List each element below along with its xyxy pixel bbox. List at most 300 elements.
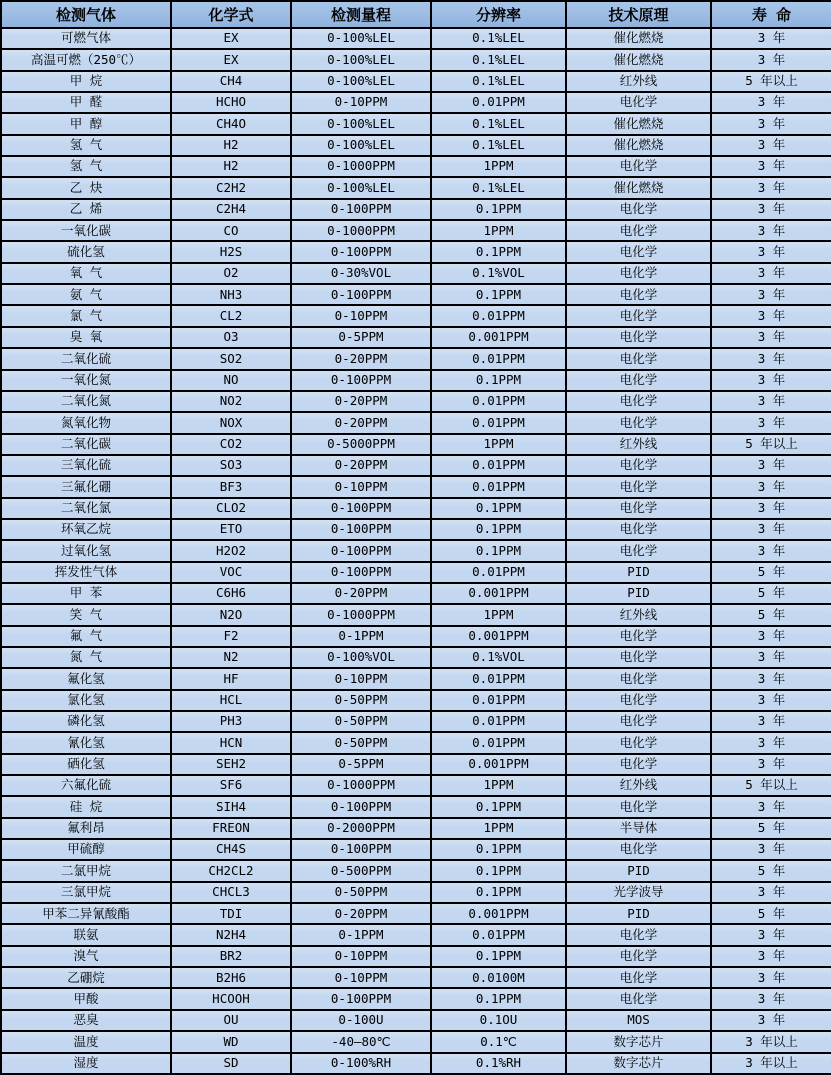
table-row xyxy=(1,348,831,369)
cell-lifespan: 3 年 xyxy=(711,988,831,1009)
cell-lifespan: 3 年 xyxy=(711,263,831,284)
cell-gas-name: 氟 气 xyxy=(1,626,171,647)
cell-gas-name: 环氧乙烷 xyxy=(1,519,171,540)
cell-gas-name: 三氧化硫 xyxy=(1,455,171,476)
cell-principle: 电化学 xyxy=(566,711,711,732)
table-row xyxy=(1,604,831,625)
cell-formula: CHCL3 xyxy=(171,882,291,903)
cell-lifespan: 3 年以上 xyxy=(711,1053,831,1075)
table-row xyxy=(1,903,831,924)
table-header xyxy=(1,1,831,28)
table-row xyxy=(1,1010,831,1031)
table-row xyxy=(1,327,831,348)
cell-formula: HCL xyxy=(171,690,291,711)
cell-principle: 电化学 xyxy=(566,476,711,497)
cell-formula: SEH2 xyxy=(171,754,291,775)
cell-range: 0-10PPM xyxy=(291,668,431,689)
cell-gas-name: 甲 醇 xyxy=(1,113,171,134)
table-row xyxy=(1,626,831,647)
cell-principle: 半导体 xyxy=(566,818,711,839)
cell-formula: H2S xyxy=(171,241,291,262)
cell-range: 0-100PPM xyxy=(291,796,431,817)
column-header-formula: 化学式 xyxy=(171,1,291,28)
cell-gas-name: 乙 炔 xyxy=(1,177,171,198)
cell-formula: WD xyxy=(171,1031,291,1052)
cell-lifespan: 3 年 xyxy=(711,455,831,476)
table-body xyxy=(1,28,831,1074)
cell-lifespan: 3 年 xyxy=(711,28,831,49)
cell-lifespan: 5 年 xyxy=(711,860,831,881)
cell-range: 0-20PPM xyxy=(291,583,431,604)
cell-range: 0-30%VOL xyxy=(291,263,431,284)
cell-principle: MOS xyxy=(566,1010,711,1031)
cell-principle: 电化学 xyxy=(566,626,711,647)
cell-lifespan: 3 年 xyxy=(711,412,831,433)
cell-principle: 电化学 xyxy=(566,668,711,689)
cell-range: 0-100PPM xyxy=(291,199,431,220)
table-row xyxy=(1,754,831,775)
table-row xyxy=(1,647,831,668)
cell-resolution: 0.01PPM xyxy=(431,476,566,497)
cell-range: 0-100%LEL xyxy=(291,49,431,70)
cell-resolution: 0.1%VOL xyxy=(431,647,566,668)
table-row xyxy=(1,796,831,817)
cell-formula: O2 xyxy=(171,263,291,284)
cell-gas-name: 氮氧化物 xyxy=(1,412,171,433)
cell-resolution: 0.01PPM xyxy=(431,924,566,945)
table-row xyxy=(1,882,831,903)
cell-lifespan: 3 年 xyxy=(711,199,831,220)
table-row xyxy=(1,839,831,860)
cell-resolution: 0.001PPM xyxy=(431,583,566,604)
cell-formula: N2O xyxy=(171,604,291,625)
cell-formula: C2H4 xyxy=(171,199,291,220)
table-row xyxy=(1,668,831,689)
cell-resolution: 0.1PPM xyxy=(431,498,566,519)
cell-formula: HCN xyxy=(171,732,291,753)
table-row xyxy=(1,135,831,156)
cell-gas-name: 甲 烷 xyxy=(1,71,171,92)
table-row xyxy=(1,241,831,262)
cell-resolution: 1PPM xyxy=(431,818,566,839)
cell-formula: PH3 xyxy=(171,711,291,732)
cell-lifespan: 3 年 xyxy=(711,498,831,519)
table-row xyxy=(1,924,831,945)
cell-lifespan: 3 年 xyxy=(711,177,831,198)
cell-principle: 红外线 xyxy=(566,71,711,92)
cell-range: 0-100%LEL xyxy=(291,71,431,92)
cell-gas-name: 氰化氢 xyxy=(1,732,171,753)
cell-range: 0-100%VOL xyxy=(291,647,431,668)
cell-gas-name: 氟化氢 xyxy=(1,668,171,689)
cell-lifespan: 3 年 xyxy=(711,732,831,753)
cell-resolution: 0.1PPM xyxy=(431,946,566,967)
cell-range: 0-1PPM xyxy=(291,924,431,945)
cell-lifespan: 3 年 xyxy=(711,135,831,156)
cell-range: 0-100%LEL xyxy=(291,113,431,134)
cell-formula: FREON xyxy=(171,818,291,839)
cell-resolution: 0.01PPM xyxy=(431,690,566,711)
cell-range: 0-20PPM xyxy=(291,412,431,433)
cell-range: 0-1000PPM xyxy=(291,604,431,625)
cell-gas-name: 乙硼烷 xyxy=(1,967,171,988)
cell-lifespan: 3 年 xyxy=(711,370,831,391)
cell-principle: 催化燃烧 xyxy=(566,177,711,198)
table-row xyxy=(1,690,831,711)
cell-principle: 电化学 xyxy=(566,305,711,326)
cell-resolution: 0.1%LEL xyxy=(431,113,566,134)
table-row xyxy=(1,199,831,220)
cell-formula: BR2 xyxy=(171,946,291,967)
cell-formula: H2 xyxy=(171,135,291,156)
cell-range: 0-10PPM xyxy=(291,967,431,988)
table-row xyxy=(1,860,831,881)
cell-range: 0-100%RH xyxy=(291,1053,431,1075)
cell-formula: TDI xyxy=(171,903,291,924)
cell-resolution: 0.1PPM xyxy=(431,540,566,561)
cell-gas-name: 甲苯二异氰酸酯 xyxy=(1,903,171,924)
table-row xyxy=(1,583,831,604)
cell-lifespan: 3 年 xyxy=(711,967,831,988)
column-header-lifespan: 寿 命 xyxy=(711,1,831,28)
cell-gas-name: 一氧化碳 xyxy=(1,220,171,241)
cell-resolution: 1PPM xyxy=(431,775,566,796)
cell-formula: VOC xyxy=(171,562,291,583)
cell-range: 0-20PPM xyxy=(291,391,431,412)
cell-resolution: 0.01PPM xyxy=(431,348,566,369)
cell-gas-name: 硅 烷 xyxy=(1,796,171,817)
cell-principle: 电化学 xyxy=(566,519,711,540)
cell-gas-name: 二氧化氮 xyxy=(1,391,171,412)
cell-resolution: 0.01PPM xyxy=(431,455,566,476)
cell-resolution: 0.1PPM xyxy=(431,370,566,391)
cell-lifespan: 3 年 xyxy=(711,391,831,412)
table-row xyxy=(1,370,831,391)
table-row xyxy=(1,305,831,326)
cell-range: 0-5PPM xyxy=(291,327,431,348)
cell-lifespan: 3 年 xyxy=(711,839,831,860)
cell-formula: CO2 xyxy=(171,434,291,455)
cell-principle: 电化学 xyxy=(566,92,711,113)
cell-lifespan: 3 年 xyxy=(711,796,831,817)
cell-lifespan: 5 年以上 xyxy=(711,71,831,92)
table-row xyxy=(1,156,831,177)
cell-gas-name: 氢 气 xyxy=(1,135,171,156)
cell-lifespan: 5 年 xyxy=(711,583,831,604)
cell-principle: 电化学 xyxy=(566,690,711,711)
cell-resolution: 0.1PPM xyxy=(431,199,566,220)
cell-principle: 数字芯片 xyxy=(566,1053,711,1075)
cell-formula: OU xyxy=(171,1010,291,1031)
cell-gas-name: 甲 苯 xyxy=(1,583,171,604)
cell-gas-name: 笑 气 xyxy=(1,604,171,625)
cell-lifespan: 3 年 xyxy=(711,647,831,668)
cell-resolution: 0.1%LEL xyxy=(431,28,566,49)
cell-lifespan: 3 年 xyxy=(711,220,831,241)
cell-resolution: 0.1PPM xyxy=(431,284,566,305)
cell-formula: C6H6 xyxy=(171,583,291,604)
cell-resolution: 0.1PPM xyxy=(431,241,566,262)
table-row xyxy=(1,711,831,732)
cell-formula: CH4S xyxy=(171,839,291,860)
cell-range: 0-100%LEL xyxy=(291,28,431,49)
cell-gas-name: 高温可燃（250℃） xyxy=(1,49,171,70)
cell-gas-name: 二氧化碳 xyxy=(1,434,171,455)
cell-range: 0-50PPM xyxy=(291,882,431,903)
cell-lifespan: 3 年 xyxy=(711,1010,831,1031)
cell-resolution: 0.01PPM xyxy=(431,668,566,689)
cell-lifespan: 3 年 xyxy=(711,348,831,369)
cell-range: 0-20PPM xyxy=(291,903,431,924)
cell-range: 0-20PPM xyxy=(291,348,431,369)
cell-principle: 电化学 xyxy=(566,241,711,262)
cell-formula: SD xyxy=(171,1053,291,1075)
cell-gas-name: 湿度 xyxy=(1,1053,171,1075)
cell-formula: F2 xyxy=(171,626,291,647)
cell-resolution: 0.1%LEL xyxy=(431,135,566,156)
cell-principle: 电化学 xyxy=(566,498,711,519)
cell-range: 0-1PPM xyxy=(291,626,431,647)
cell-range: 0-100U xyxy=(291,1010,431,1031)
cell-lifespan: 3 年 xyxy=(711,626,831,647)
cell-formula: CH4 xyxy=(171,71,291,92)
cell-range: 0-10PPM xyxy=(291,476,431,497)
cell-lifespan: 3 年 xyxy=(711,668,831,689)
cell-principle: 光学波导 xyxy=(566,882,711,903)
cell-gas-name: 氢 气 xyxy=(1,156,171,177)
table-row xyxy=(1,71,831,92)
cell-gas-name: 氧 气 xyxy=(1,263,171,284)
cell-resolution: 1PPM xyxy=(431,220,566,241)
cell-gas-name: 二氧化氯 xyxy=(1,498,171,519)
cell-principle: PID xyxy=(566,562,711,583)
cell-lifespan: 5 年 xyxy=(711,604,831,625)
cell-gas-name: 氯 气 xyxy=(1,305,171,326)
cell-resolution: 1PPM xyxy=(431,604,566,625)
cell-principle: 电化学 xyxy=(566,946,711,967)
cell-formula: EX xyxy=(171,28,291,49)
cell-resolution: 0.1PPM xyxy=(431,519,566,540)
cell-gas-name: 溴气 xyxy=(1,946,171,967)
cell-principle: 催化燃烧 xyxy=(566,113,711,134)
cell-gas-name: 挥发性气体 xyxy=(1,562,171,583)
cell-formula: SIH4 xyxy=(171,796,291,817)
cell-gas-name: 甲酸 xyxy=(1,988,171,1009)
cell-lifespan: 3 年以上 xyxy=(711,1031,831,1052)
cell-range: 0-100PPM xyxy=(291,562,431,583)
table-row xyxy=(1,732,831,753)
table-row xyxy=(1,476,831,497)
cell-range: 0-100PPM xyxy=(291,498,431,519)
cell-formula: NOX xyxy=(171,412,291,433)
cell-formula: CL2 xyxy=(171,305,291,326)
cell-range: 0-500PPM xyxy=(291,860,431,881)
cell-principle: 电化学 xyxy=(566,732,711,753)
table-row xyxy=(1,412,831,433)
table-row xyxy=(1,498,831,519)
cell-lifespan: 3 年 xyxy=(711,946,831,967)
cell-formula: N2H4 xyxy=(171,924,291,945)
cell-principle: 电化学 xyxy=(566,284,711,305)
cell-resolution: 0.01PPM xyxy=(431,305,566,326)
cell-lifespan: 3 年 xyxy=(711,156,831,177)
cell-formula: NH3 xyxy=(171,284,291,305)
cell-resolution: 0.01PPM xyxy=(431,391,566,412)
cell-resolution: 0.1℃ xyxy=(431,1031,566,1052)
cell-formula: ETO xyxy=(171,519,291,540)
cell-resolution: 0.1PPM xyxy=(431,796,566,817)
cell-range: 0-50PPM xyxy=(291,732,431,753)
cell-principle: 电化学 xyxy=(566,327,711,348)
cell-gas-name: 联氨 xyxy=(1,924,171,945)
cell-range: 0-100%LEL xyxy=(291,177,431,198)
cell-formula: NO xyxy=(171,370,291,391)
cell-formula: N2 xyxy=(171,647,291,668)
cell-lifespan: 3 年 xyxy=(711,540,831,561)
cell-formula: EX xyxy=(171,49,291,70)
cell-principle: PID xyxy=(566,860,711,881)
cell-lifespan: 3 年 xyxy=(711,882,831,903)
cell-gas-name: 三氯甲烷 xyxy=(1,882,171,903)
cell-formula: H2O2 xyxy=(171,540,291,561)
cell-lifespan: 3 年 xyxy=(711,711,831,732)
cell-principle: 电化学 xyxy=(566,839,711,860)
table-row xyxy=(1,455,831,476)
cell-lifespan: 3 年 xyxy=(711,305,831,326)
cell-range: 0-10PPM xyxy=(291,305,431,326)
cell-range: 0-100PPM xyxy=(291,284,431,305)
cell-formula: CO xyxy=(171,220,291,241)
cell-range: 0-100PPM xyxy=(291,519,431,540)
cell-resolution: 0.0100M xyxy=(431,967,566,988)
cell-principle: 催化燃烧 xyxy=(566,135,711,156)
cell-lifespan: 5 年 xyxy=(711,818,831,839)
cell-range: -40—80℃ xyxy=(291,1031,431,1052)
cell-gas-name: 二氯甲烷 xyxy=(1,860,171,881)
cell-principle: 电化学 xyxy=(566,796,711,817)
table-row xyxy=(1,562,831,583)
cell-formula: B2H6 xyxy=(171,967,291,988)
column-header-principle: 技术原理 xyxy=(566,1,711,28)
cell-formula: O3 xyxy=(171,327,291,348)
cell-lifespan: 3 年 xyxy=(711,49,831,70)
cell-range: 0-2000PPM xyxy=(291,818,431,839)
cell-gas-name: 一氧化氮 xyxy=(1,370,171,391)
cell-principle: 电化学 xyxy=(566,540,711,561)
table-row xyxy=(1,92,831,113)
cell-resolution: 0.01PPM xyxy=(431,412,566,433)
cell-formula: SF6 xyxy=(171,775,291,796)
table-row xyxy=(1,1053,831,1075)
cell-resolution: 0.1%LEL xyxy=(431,71,566,92)
cell-resolution: 0.1%VOL xyxy=(431,263,566,284)
table-row xyxy=(1,28,831,49)
cell-resolution: 0.1PPM xyxy=(431,839,566,860)
cell-lifespan: 5 年 xyxy=(711,562,831,583)
cell-formula: HCHO xyxy=(171,92,291,113)
cell-gas-name: 氮 气 xyxy=(1,647,171,668)
cell-formula: BF3 xyxy=(171,476,291,497)
cell-formula: SO2 xyxy=(171,348,291,369)
cell-resolution: 1PPM xyxy=(431,434,566,455)
cell-formula: CLO2 xyxy=(171,498,291,519)
cell-principle: 电化学 xyxy=(566,220,711,241)
cell-gas-name: 六氟化硫 xyxy=(1,775,171,796)
cell-gas-name: 氯化氢 xyxy=(1,690,171,711)
cell-resolution: 0.001PPM xyxy=(431,903,566,924)
cell-principle: 红外线 xyxy=(566,434,711,455)
cell-formula: CH4O xyxy=(171,113,291,134)
cell-lifespan: 5 年 xyxy=(711,903,831,924)
cell-principle: 电化学 xyxy=(566,924,711,945)
cell-principle: 电化学 xyxy=(566,754,711,775)
table-row xyxy=(1,49,831,70)
table-row xyxy=(1,434,831,455)
cell-lifespan: 5 年以上 xyxy=(711,434,831,455)
column-header-resolution: 分辨率 xyxy=(431,1,566,28)
cell-lifespan: 3 年 xyxy=(711,241,831,262)
cell-gas-name: 硒化氢 xyxy=(1,754,171,775)
cell-principle: 电化学 xyxy=(566,263,711,284)
cell-principle: 电化学 xyxy=(566,967,711,988)
cell-resolution: 0.1OU xyxy=(431,1010,566,1031)
cell-gas-name: 甲硫醇 xyxy=(1,839,171,860)
cell-principle: 催化燃烧 xyxy=(566,28,711,49)
cell-resolution: 1PPM xyxy=(431,156,566,177)
cell-resolution: 0.1%RH xyxy=(431,1053,566,1075)
table-row xyxy=(1,220,831,241)
cell-formula: SO3 xyxy=(171,455,291,476)
cell-range: 0-10PPM xyxy=(291,92,431,113)
cell-formula: H2 xyxy=(171,156,291,177)
cell-gas-name: 乙 烯 xyxy=(1,199,171,220)
cell-lifespan: 3 年 xyxy=(711,284,831,305)
cell-formula: HF xyxy=(171,668,291,689)
cell-principle: PID xyxy=(566,583,711,604)
cell-principle: 数字芯片 xyxy=(566,1031,711,1052)
cell-resolution: 0.01PPM xyxy=(431,92,566,113)
cell-principle: 催化燃烧 xyxy=(566,49,711,70)
cell-resolution: 0.1%LEL xyxy=(431,49,566,70)
table-row xyxy=(1,263,831,284)
cell-formula: C2H2 xyxy=(171,177,291,198)
cell-range: 0-100PPM xyxy=(291,988,431,1009)
cell-gas-name: 温度 xyxy=(1,1031,171,1052)
cell-range: 0-50PPM xyxy=(291,690,431,711)
cell-gas-name: 恶臭 xyxy=(1,1010,171,1031)
cell-range: 0-100%LEL xyxy=(291,135,431,156)
cell-range: 0-100PPM xyxy=(291,540,431,561)
cell-resolution: 0.01PPM xyxy=(431,711,566,732)
cell-gas-name: 甲 醛 xyxy=(1,92,171,113)
cell-principle: 电化学 xyxy=(566,455,711,476)
cell-principle: 电化学 xyxy=(566,348,711,369)
table-row xyxy=(1,519,831,540)
cell-range: 0-100PPM xyxy=(291,241,431,262)
cell-lifespan: 3 年 xyxy=(711,327,831,348)
table-row xyxy=(1,818,831,839)
column-header-gas-name: 检测气体 xyxy=(1,1,171,28)
cell-resolution: 0.001PPM xyxy=(431,754,566,775)
table-row xyxy=(1,113,831,134)
cell-resolution: 0.01PPM xyxy=(431,732,566,753)
cell-lifespan: 3 年 xyxy=(711,519,831,540)
cell-range: 0-20PPM xyxy=(291,455,431,476)
cell-principle: 电化学 xyxy=(566,391,711,412)
cell-principle: 电化学 xyxy=(566,199,711,220)
column-header-range: 检测量程 xyxy=(291,1,431,28)
cell-resolution: 0.01PPM xyxy=(431,562,566,583)
